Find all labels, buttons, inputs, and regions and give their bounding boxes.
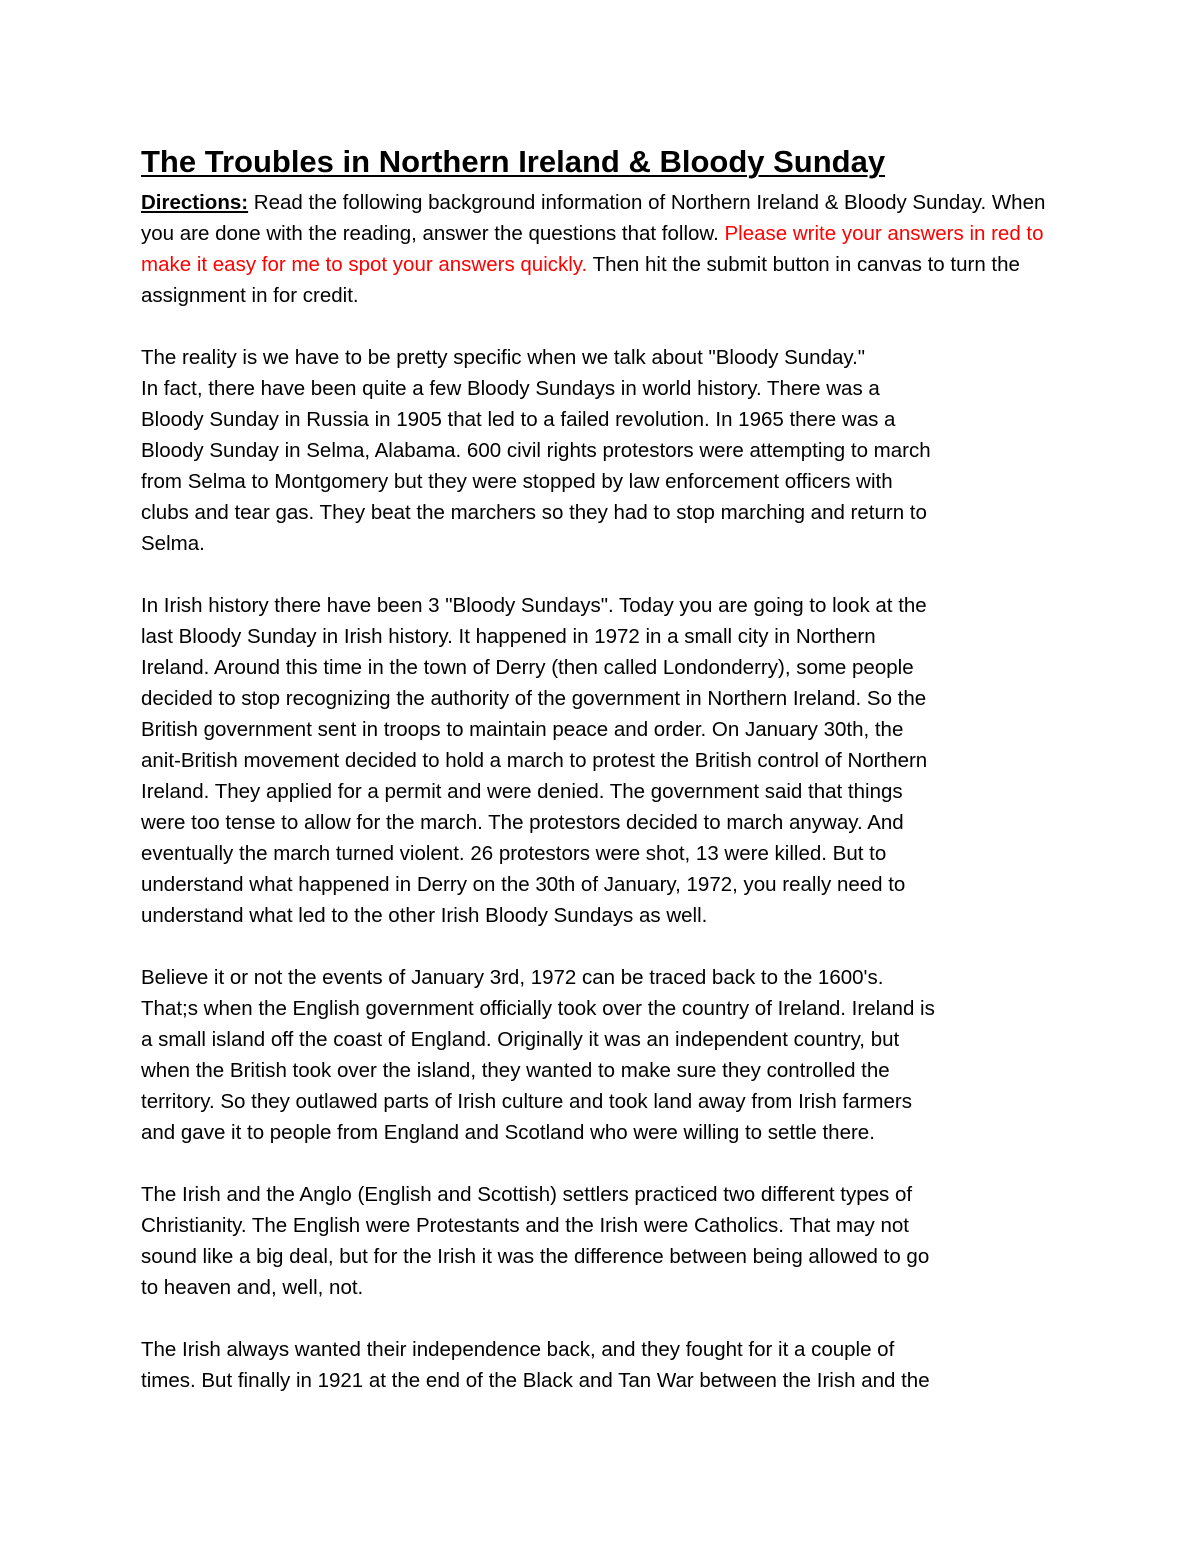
text-line: and gave it to people from England and Scotland who were willing to settle there. — [141, 1121, 875, 1144]
paragraph-spacer — [141, 311, 1061, 342]
text-line: clubs and tear gas. They beat the marchers so they had to stop marching and return to — [141, 501, 927, 524]
text-line: Bloody Sunday in Selma, Alabama. 600 civil rights protestors were attempting to march — [141, 439, 931, 462]
text-line: The reality is we have to be pretty specific when we talk about "Bloody Sunday." — [141, 346, 866, 369]
paragraph-independence — [141, 1334, 1061, 1396]
paragraph-religion — [141, 1179, 1061, 1303]
text-line: Bloody Sunday in Russia in 1905 that led to a failed revolution. In 1965 there was a — [141, 408, 896, 431]
text-line: Ireland. They applied for a permit and were denied. The government said that things — [141, 780, 903, 803]
text-line: Ireland. Around this time in the town of Derry (then called Londonderry), some people — [141, 656, 914, 679]
text-line: were too tense to allow for the march. The protestors decided to march anyway. And — [141, 811, 904, 834]
text-line: In fact, there have been quite a few Bloody Sundays in world history. There was a — [141, 377, 880, 400]
text-line: understand what led to the other Irish Bloody Sundays as well. — [141, 904, 708, 927]
text-line: understand what happened in Derry on the 30th of January, 1972, you really need to — [141, 873, 906, 896]
text-line: times. But finally in 1921 at the end of the Black and Tan War between the Irish and the — [141, 1369, 930, 1392]
text-line: The Irish always wanted their independence back, and they fought for it a couple of — [141, 1338, 895, 1361]
text-line: Selma. — [141, 532, 205, 555]
text-line: Christianity. The English were Protestants and the Irish were Catholics. That may not — [141, 1214, 909, 1237]
paragraph-spacer — [141, 1148, 1061, 1179]
paragraph-spacer — [141, 1303, 1061, 1334]
text-line: from Selma to Montgomery but they were stopped by law enforcement officers with — [141, 470, 893, 493]
text-line: last Bloody Sunday in Irish history. It happened in 1972 in a small city in Northern — [141, 625, 876, 648]
text-line: British government sent in troops to maintain peace and order. On January 30th, the — [141, 718, 904, 741]
document-body — [141, 140, 1061, 1396]
text-line: That;s when the English government officially took over the country of Ireland. Ireland is — [141, 997, 935, 1020]
page-title: The Troubles in Northern Ireland & Bloody Sunday — [141, 144, 886, 179]
text-line: sound like a big deal, but for the Irish it was the difference between being allowed to go — [141, 1245, 930, 1268]
text-line: The Irish and the Anglo (English and Scottish) settlers practiced two different types of — [141, 1183, 913, 1206]
directions-emphasis: Please write your answers in red to make it easy for me to spot your answers quickly. — [141, 222, 1044, 276]
paragraph-spacer — [141, 559, 1061, 590]
text-line: Believe it or not the events of January 3rd, 1972 can be traced back to the 1600's. — [141, 966, 884, 989]
text-line: territory. So they outlawed parts of Irish culture and took land away from Irish farmers — [141, 1090, 912, 1113]
paragraph-world-bloody-sundays — [141, 342, 1061, 559]
directions-label: Directions: — [141, 191, 249, 214]
paragraph-spacer — [141, 931, 1061, 962]
directions-text-end: Then hit the submit button in canvas to turn the assignment in for credit. — [141, 253, 1020, 307]
text-line: anit-British movement decided to hold a march to protest the British control of Northern — [141, 749, 928, 772]
text-line: decided to stop recognizing the authority of the government in Northern Ireland. So the — [141, 687, 927, 710]
directions-paragraph — [141, 187, 1061, 311]
paragraph-1600s — [141, 962, 1061, 1148]
directions-text: Read the following background information of Northern Ireland & Bloody Sunday. When you are done with the reading, answer the questions that follow. — [141, 191, 1046, 245]
text-line: eventually the march turned violent. 26 protestors were shot, 13 were killed. But to — [141, 842, 887, 865]
text-line: to heaven and, well, not. — [141, 1276, 364, 1299]
text-line: In Irish history there have been 3 "Bloody Sundays". Today you are going to look at the — [141, 594, 927, 617]
text-line: a small island off the coast of England. Originally it was an independent country, but — [141, 1028, 900, 1051]
text-line: when the British took over the island, they wanted to make sure they controlled the — [141, 1059, 890, 1082]
paragraph-irish-history — [141, 590, 1061, 931]
